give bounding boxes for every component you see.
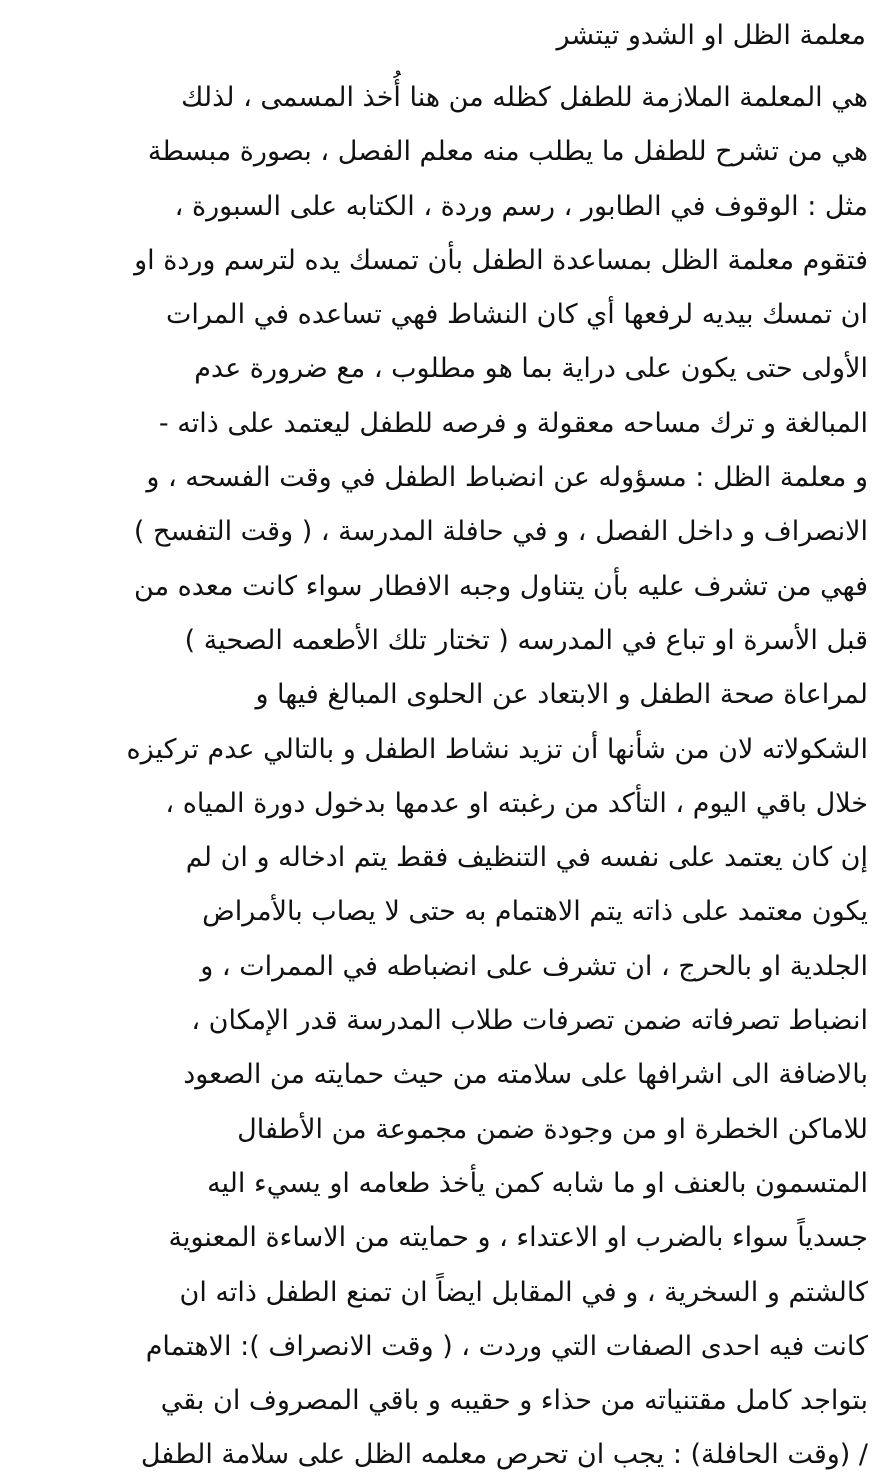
- text-line: جسدياً سواء بالضرب او الاعتداء ، و حمايته من الاساءة المعنوية: [168, 1222, 868, 1254]
- text-line: المتسمون بالعنف او ما شابه كمن يأخذ طعامه او يسيء اليه: [207, 1167, 868, 1199]
- text-line: المبالغة و ترك مساحه معقولة و فرصه للطفل ليعتمد على ذاته -: [158, 407, 868, 439]
- text-line: هي المعلمة الملازمة للطفل كظله من هنا أُخذ المسمى ، لذلك: [181, 82, 868, 113]
- text-line: إن كان يعتمد على نفسه في التنظيف فقط يتم ادخاله و ان لم: [185, 842, 868, 874]
- text-line: الأولى حتى يكون على دراية بما هو مطلوب ، مع ضرورة عدم: [194, 353, 868, 385]
- text-line: فهي من تشرف عليه بأن يتناول وجبه الافطار سواء كانت معده من: [134, 570, 868, 602]
- text-line: الجلدية او بالحرج ، ان تشرف على انضباطه في الممرات ، و: [200, 950, 868, 982]
- text-line: هي من تشرح للطفل ما يطلب منه معلم الفصل ، بصورة مبسطة: [147, 136, 868, 168]
- text-line: ان تمسك بيديه لرفعها أي كان النشاط فهي تساعده في المرات: [165, 299, 868, 331]
- text-line: يكون معتمد على ذاته يتم الاهتمام به حتى لا يصاب بالأمراض: [202, 896, 868, 928]
- document-body: [18, 71, 868, 1483]
- text-line: للاماكن الخطرة او من وجودة ضمن مجموعة من الأطفال: [237, 1113, 868, 1145]
- text-line: بالاضافة الى اشرافها على سلامته من حيث حمايته من الصعود: [183, 1059, 868, 1091]
- text-line: فتقوم معلمة الظل بمساعدة الطفل بأن تمسك يده لترسم وردة او: [134, 244, 868, 276]
- text-line: انضباط تصرفاته ضمن تصرفات طلاب المدرسة قدر الإمكان ،: [191, 1005, 868, 1037]
- text-line: و معلمة الظل : مسؤوله عن انضباط الطفل في وقت الفسحه ، و: [146, 462, 868, 494]
- text-line: بتواجد كامل مقتنياته من حذاء و حقيبه و باقي المصروف ان بقي: [160, 1385, 868, 1417]
- text-line: / (وقت الحافلة) : يجب ان تحرص معلمه الظل على سلامة الطفل: [140, 1439, 868, 1471]
- document-title: معلمة الظل او الشدو تيتشر: [556, 20, 866, 51]
- text-line: مثل : الوقوف في الطابور ، رسم وردة ، الكتابه على السبورة ،: [174, 190, 868, 222]
- text-line: لمراعاة صحة الطفل و الابتعاد عن الحلوى المبالغ فيها و: [255, 679, 868, 711]
- text-line: كالشتم و السخرية ، و في المقابل ايضاً ان تمنع الطفل ذاته ان: [179, 1276, 868, 1308]
- text-line: كانت فيه احدى الصفات التي وردت ، ( وقت الانصراف ): الاهتمام: [145, 1330, 868, 1362]
- text-line: قبل الأسرة او تباع في المدرسه ( تختار تلك الأطعمه الصحية ): [184, 624, 868, 656]
- text-line: الانصراف و داخل الفصل ، و في حافلة المدرسة ، ( وقت التفسح ): [133, 516, 868, 548]
- text-line: خلال باقي اليوم ، التأكد من رغبته او عدمها بدخول دورة المياه ،: [165, 787, 868, 819]
- text-line: الشكولاته لان من شأنها أن تزيد نشاط الطفل و بالتالي عدم تركيزه: [126, 733, 868, 765]
